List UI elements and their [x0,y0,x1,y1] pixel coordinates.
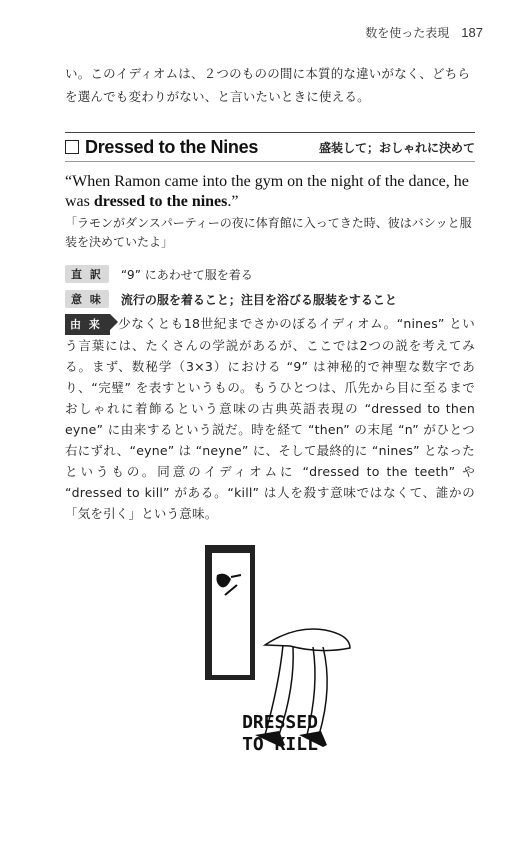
example-sentence [65,172,475,212]
origin-paragraph [65,313,475,524]
intro-paragraph: い。このイディオムは、２つのものの間に本質的な違いがなく、どちらを選んでも変わりがない、と言いたいときに使える。 [65,66,471,104]
entry-title: Dressed to the Nines [85,136,259,157]
entry-subtitle: 盛装して；おしゃれに決めて [318,140,475,155]
origin-label: 由 来 [65,314,110,335]
door-opening [212,553,250,675]
literal-label: 直 訳 [65,265,109,283]
skirt [265,629,350,651]
literal-row [65,265,253,283]
meaning-text: 流行の服を着ること；注目を浴びる服装をすること [120,292,397,307]
checkbox-icon [65,140,79,154]
meaning-label: 意 味 [65,290,109,308]
example-translation: 「ラモンがダンスパーティーの夜に体育館に入ってきた時、彼はバシッと服装を決めていたよ」 [65,216,472,249]
literal-translation: “9” にあわせて服を着る [120,267,253,282]
example-idiom: dressed to the nines [93,193,228,210]
running-head [365,24,483,41]
meaning-row [65,290,397,308]
example-before: “When Ramon came into the gym on the night of the dance, he was [65,173,469,210]
entry-header [65,132,475,162]
section-name: 数を使った表現 [365,26,450,40]
title-wrap [65,137,258,158]
origin-text: 少なくとも18世紀までさかのぼるイディオム。“nines” という言葉には、たくさんの学説があるが、ここでは2つの説を考えてみる。まず、数秘学（3×3）における “9” は神秘的で神聖な数字であり、“完璧” を表すというもの。もうひとつは、爪先から目に至るまでおしゃれに着飾るという意味の古典英語表現の “dressed to then eyne” に由来するという説だ。時を経て “then” の末尾 “n” がひとつ右にずれ、“eyne” は “neyne” に、そして最終的に “nines” となったというもの。同意のイディオムに “dressed to the teeth” や “dressed to kill” がある。“kill” は人を殺す意味ではなくて、誰かの「気を引く」という意味。 [65,316,475,521]
page-number: 187 [461,25,483,40]
example-after: .” [227,193,239,210]
illustration-caption [215,712,345,756]
caption-line-1: DRESSED [242,712,318,733]
caption-line-2: TO KILL [242,734,318,755]
